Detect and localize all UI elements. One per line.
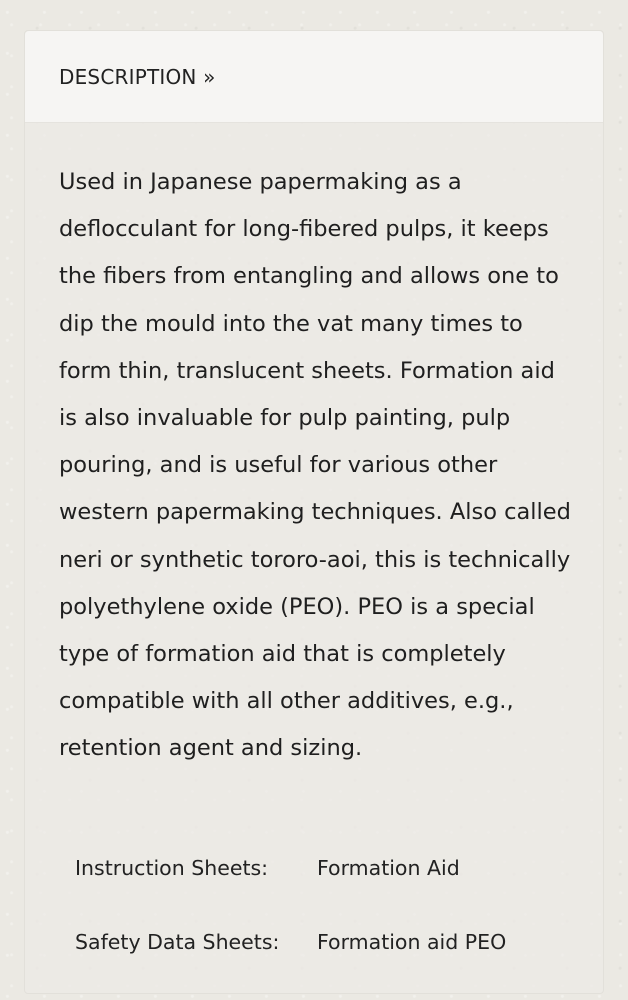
safety-data-sheets-row [75, 905, 506, 979]
product-description [59, 159, 575, 773]
description-tab-header[interactable] [25, 31, 603, 123]
instruction-sheet-link[interactable]: Formation Aid [317, 856, 460, 880]
instruction-sheets-row [75, 831, 506, 905]
description-panel [24, 30, 604, 994]
sheets-table [75, 831, 506, 979]
safety-data-sheet-link[interactable]: Formation aid PEO [317, 930, 507, 954]
instruction-sheets-label: Instruction Sheets: [75, 856, 269, 880]
description-tab-label[interactable]: DESCRIPTION » [59, 64, 216, 89]
safety-data-sheets-label: Safety Data Sheets: [75, 930, 280, 954]
description-text: Used in Japanese papermaking as a deflocculant for long-fibered pulps, it keeps the fibers from entangling and allows one to dip the mould into the vat many times to form thin, translucent sheets. Formation aid is also invaluable for pulp painting, pulp pouring, and is useful for various other western papermaking techniques. Also called neri or synthetic tororo-aoi, this is technically polyethylene oxide (PEO). PEO is a special type of formation aid that is completely compatible with all other additives, e.g., retention agent and sizing. [59, 169, 571, 762]
